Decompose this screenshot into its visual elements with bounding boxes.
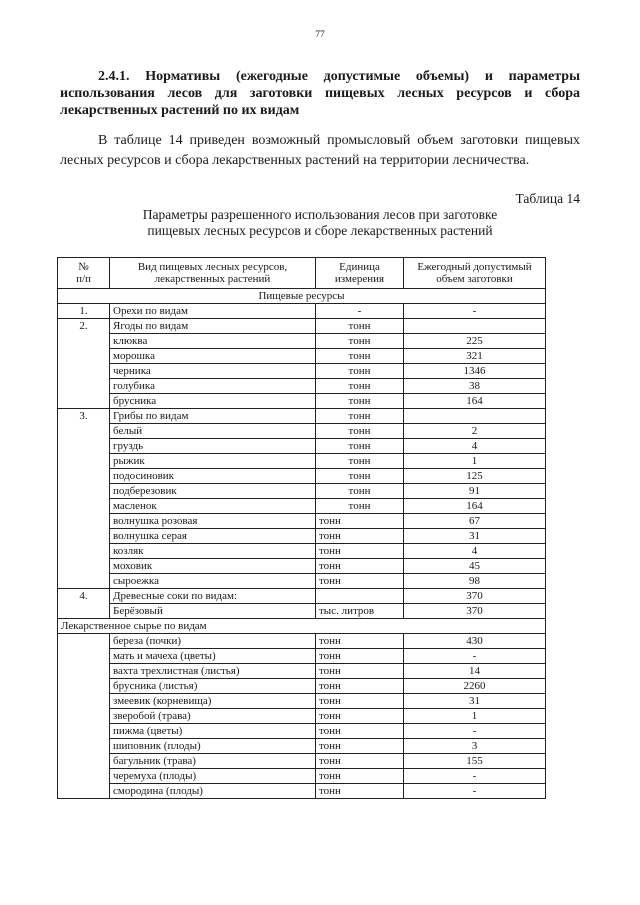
table-row bbox=[58, 544, 546, 559]
resource-volume: 164 bbox=[404, 499, 546, 514]
intro-paragraph: В таблице 14 приведен возможный промысловый объем заготовки пищевых лесных ресурсов и сбора лекарственных растений на территории лесничества. bbox=[60, 133, 580, 168]
row-number bbox=[58, 454, 110, 469]
section-food: Пищевые ресурсы bbox=[58, 289, 546, 304]
row-number bbox=[58, 664, 110, 679]
table-row bbox=[58, 784, 546, 799]
row-number bbox=[58, 484, 110, 499]
row-number bbox=[58, 784, 110, 799]
resource-unit: тонн bbox=[316, 484, 404, 499]
medicinal-volume: 2260 bbox=[404, 679, 546, 694]
medicinal-volume: 1 bbox=[404, 709, 546, 724]
row-number bbox=[58, 559, 110, 574]
table-row bbox=[58, 739, 546, 754]
resource-name: клюква bbox=[110, 334, 316, 349]
table-row bbox=[58, 469, 546, 484]
resource-unit: тонн bbox=[316, 454, 404, 469]
resource-unit: тонн bbox=[316, 469, 404, 484]
row-number bbox=[58, 469, 110, 484]
medicinal-name: вахта трехлистная (листья) bbox=[110, 664, 316, 679]
row-number bbox=[58, 349, 110, 364]
row-number bbox=[58, 739, 110, 754]
section-row-medicinal bbox=[58, 619, 546, 634]
medicinal-volume: 155 bbox=[404, 754, 546, 769]
table-row bbox=[58, 634, 546, 649]
resource-name: Берёзовый bbox=[110, 604, 316, 619]
resource-volume: 321 bbox=[404, 349, 546, 364]
table-row bbox=[58, 529, 546, 544]
table-header-row bbox=[58, 258, 546, 289]
row-number bbox=[58, 724, 110, 739]
resource-unit: тыс. литров bbox=[316, 604, 404, 619]
medicinal-name: мать и мачеха (цветы) bbox=[110, 649, 316, 664]
resource-name: моховик bbox=[110, 559, 316, 574]
resource-unit: тонн bbox=[316, 424, 404, 439]
header-volume: Ежегодный допустимый объем заготовки bbox=[404, 258, 546, 289]
medicinal-volume: - bbox=[404, 649, 546, 664]
resource-name: подберезовик bbox=[110, 484, 316, 499]
table-row bbox=[58, 499, 546, 514]
row-number bbox=[58, 709, 110, 724]
table-row bbox=[58, 604, 546, 619]
resource-name: черника bbox=[110, 364, 316, 379]
table-row bbox=[58, 334, 546, 349]
resource-unit: тонн bbox=[316, 499, 404, 514]
resource-volume: 67 bbox=[404, 514, 546, 529]
medicinal-name: береза (почки) bbox=[110, 634, 316, 649]
resource-volume: 370 bbox=[404, 589, 546, 604]
medicinal-volume: 31 bbox=[404, 694, 546, 709]
resource-name: Ягоды по видам bbox=[110, 319, 316, 334]
medicinal-name: черемуха (плоды) bbox=[110, 769, 316, 784]
table-row bbox=[58, 754, 546, 769]
page-number: 77 bbox=[315, 30, 325, 40]
table-row bbox=[58, 484, 546, 499]
table-body bbox=[58, 289, 546, 799]
row-number bbox=[58, 439, 110, 454]
section-heading: 2.4.1. Нормативы (ежегодные допустимые объемы) и параметры использования лесов для заготовки пищевых лесных ресурсов и сбора лекарственных растений по их видам bbox=[60, 69, 580, 118]
row-number bbox=[58, 379, 110, 394]
row-number bbox=[58, 754, 110, 769]
medicinal-unit: тонн bbox=[316, 679, 404, 694]
resource-name: морошка bbox=[110, 349, 316, 364]
medicinal-unit: тонн bbox=[316, 769, 404, 784]
table-row bbox=[58, 559, 546, 574]
resource-volume: 2 bbox=[404, 424, 546, 439]
resource-volume: 98 bbox=[404, 574, 546, 589]
resource-name: Древесные соки по видам: bbox=[110, 589, 316, 604]
resource-volume: 1 bbox=[404, 454, 546, 469]
resource-volume: 125 bbox=[404, 469, 546, 484]
table-row bbox=[58, 379, 546, 394]
table-row bbox=[58, 769, 546, 784]
table-row bbox=[58, 319, 546, 334]
table-row bbox=[58, 439, 546, 454]
resource-name: масленок bbox=[110, 499, 316, 514]
caption-line-1: Параметры разрешенного использования лесов при заготовке bbox=[142, 207, 498, 222]
medicinal-unit: тонн bbox=[316, 784, 404, 799]
resource-volume: 1346 bbox=[404, 364, 546, 379]
row-number bbox=[58, 574, 110, 589]
resource-volume: 4 bbox=[404, 544, 546, 559]
section-medicinal: Лекарственное сырье по видам bbox=[58, 619, 546, 634]
section-row-food bbox=[58, 289, 546, 304]
resources-table bbox=[57, 257, 546, 799]
table-row bbox=[58, 664, 546, 679]
medicinal-name: багульник (трава) bbox=[110, 754, 316, 769]
row-number bbox=[58, 544, 110, 559]
resource-unit: тонн bbox=[316, 544, 404, 559]
row-number: 3. bbox=[58, 409, 110, 424]
medicinal-unit: тонн bbox=[316, 649, 404, 664]
table-row bbox=[58, 724, 546, 739]
resource-name: белый bbox=[110, 424, 316, 439]
resource-unit: тонн bbox=[316, 559, 404, 574]
medicinal-unit: тонн bbox=[316, 694, 404, 709]
resource-volume bbox=[404, 409, 546, 424]
row-number bbox=[58, 334, 110, 349]
table-row bbox=[58, 454, 546, 469]
row-number bbox=[58, 634, 110, 649]
resource-volume: 91 bbox=[404, 484, 546, 499]
resource-volume bbox=[404, 319, 546, 334]
resource-volume: 31 bbox=[404, 529, 546, 544]
table-row bbox=[58, 679, 546, 694]
resource-name: волнушка серая bbox=[110, 529, 316, 544]
resource-name: волнушка розовая bbox=[110, 514, 316, 529]
medicinal-unit: тонн bbox=[316, 724, 404, 739]
row-number bbox=[58, 514, 110, 529]
table-label: Таблица 14 bbox=[515, 191, 580, 206]
table-row bbox=[58, 394, 546, 409]
resource-name: подосиновик bbox=[110, 469, 316, 484]
medicinal-name: пижма (цветы) bbox=[110, 724, 316, 739]
row-number: 2. bbox=[58, 319, 110, 334]
caption-line-2: пищевых лесных ресурсов и сборе лекарственных растений bbox=[147, 223, 493, 238]
row-number bbox=[58, 694, 110, 709]
row-number bbox=[58, 649, 110, 664]
row-number: 4. bbox=[58, 589, 110, 604]
table-row bbox=[58, 304, 546, 319]
medicinal-volume: - bbox=[404, 784, 546, 799]
medicinal-unit: тонн bbox=[316, 739, 404, 754]
resource-unit: тонн bbox=[316, 349, 404, 364]
table-row bbox=[58, 349, 546, 364]
resource-name: рыжик bbox=[110, 454, 316, 469]
medicinal-name: смородина (плоды) bbox=[110, 784, 316, 799]
resource-volume: 164 bbox=[404, 394, 546, 409]
resource-unit: тонн bbox=[316, 439, 404, 454]
table-row bbox=[58, 709, 546, 724]
resource-unit: тонн bbox=[316, 514, 404, 529]
medicinal-volume: 3 bbox=[404, 739, 546, 754]
row-number bbox=[58, 529, 110, 544]
row-number bbox=[58, 394, 110, 409]
medicinal-volume: - bbox=[404, 724, 546, 739]
row-number: 1. bbox=[58, 304, 110, 319]
resource-volume: 370 bbox=[404, 604, 546, 619]
table-row bbox=[58, 409, 546, 424]
resource-name: козляк bbox=[110, 544, 316, 559]
resource-unit bbox=[316, 589, 404, 604]
row-number bbox=[58, 604, 110, 619]
table-row bbox=[58, 514, 546, 529]
medicinal-name: змеевик (корневища) bbox=[110, 694, 316, 709]
resource-unit: тонн bbox=[316, 409, 404, 424]
medicinal-name: брусника (листья) bbox=[110, 679, 316, 694]
table-row bbox=[58, 364, 546, 379]
resource-volume: 4 bbox=[404, 439, 546, 454]
resource-volume: - bbox=[404, 304, 546, 319]
medicinal-name: зверобой (трава) bbox=[110, 709, 316, 724]
resource-unit: тонн bbox=[316, 574, 404, 589]
resource-unit: тонн bbox=[316, 334, 404, 349]
row-number bbox=[58, 769, 110, 784]
table-row bbox=[58, 694, 546, 709]
resource-unit: тонн bbox=[316, 319, 404, 334]
header-num: № п/п bbox=[58, 258, 110, 289]
medicinal-unit: тонн bbox=[316, 634, 404, 649]
medicinal-unit: тонн bbox=[316, 664, 404, 679]
resource-unit: - bbox=[316, 304, 404, 319]
row-number bbox=[58, 364, 110, 379]
resource-name: сыроежка bbox=[110, 574, 316, 589]
resource-volume: 45 bbox=[404, 559, 546, 574]
resource-volume: 38 bbox=[404, 379, 546, 394]
table-row bbox=[58, 424, 546, 439]
resource-volume: 225 bbox=[404, 334, 546, 349]
resource-unit: тонн bbox=[316, 379, 404, 394]
resource-name: Грибы по видам bbox=[110, 409, 316, 424]
medicinal-name: шиповник (плоды) bbox=[110, 739, 316, 754]
table-row bbox=[58, 589, 546, 604]
resource-unit: тонн bbox=[316, 529, 404, 544]
resource-unit: тонн bbox=[316, 364, 404, 379]
medicinal-volume: 14 bbox=[404, 664, 546, 679]
table-row bbox=[58, 649, 546, 664]
medicinal-unit: тонн bbox=[316, 709, 404, 724]
resource-name: голубика bbox=[110, 379, 316, 394]
table-caption bbox=[60, 207, 580, 239]
medicinal-volume: 430 bbox=[404, 634, 546, 649]
table-row bbox=[58, 574, 546, 589]
resource-unit: тонн bbox=[316, 394, 404, 409]
resource-name: груздь bbox=[110, 439, 316, 454]
resource-name: Орехи по видам bbox=[110, 304, 316, 319]
row-number bbox=[58, 424, 110, 439]
resource-name: брусника bbox=[110, 394, 316, 409]
row-number bbox=[58, 679, 110, 694]
header-unit: Единица измерения bbox=[316, 258, 404, 289]
medicinal-volume: - bbox=[404, 769, 546, 784]
header-type: Вид пищевых лесных ресурсов, лекарственных растений bbox=[110, 258, 316, 289]
row-number bbox=[58, 499, 110, 514]
medicinal-unit: тонн bbox=[316, 754, 404, 769]
